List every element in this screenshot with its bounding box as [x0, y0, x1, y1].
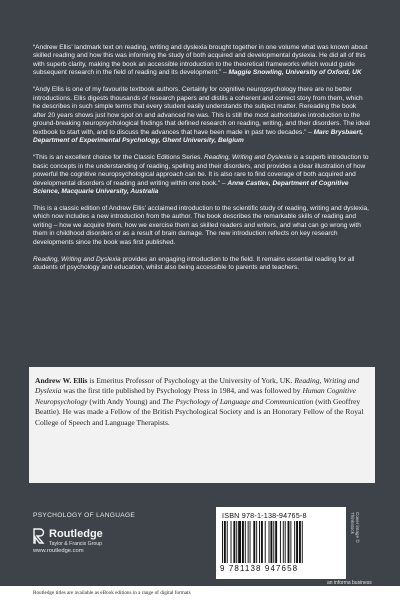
barcode-bar: [248, 521, 249, 563]
summary-book-title: Reading, Writing and Dyslexia: [33, 255, 121, 263]
quote-text: “This is an excellent choice for the Classic Editions Series.: [33, 154, 205, 162]
barcode-bar: [259, 521, 260, 563]
barcode-bar: [261, 521, 263, 563]
barcode-bar: [222, 521, 223, 563]
book-description: This is a classic edition of Andrew Ellis’ acclaimed introduction to the scientific study of reading, writing and dyslexia, which now includes a new introduction from the author. The book describes the remarkable skills of reading and writing – how we acquire them, how we exercise them as skilled readers and writers, and what can go wrong with them in childhood disorders or as a result of brain damage. The new introduction reflects on key research developments since the book was first published.: [33, 205, 369, 246]
bio-book-title: The Psychology of Language and Communication: [162, 396, 314, 406]
summary-text: provides an engaging introduction to the field. It remains essential reading for all students of psychology and education, whilst also being accessible to parents and teachers.: [33, 255, 355, 272]
author-name: Andrew W. Ellis: [35, 376, 88, 385]
quote-text: is a superb introduction to basic concepts in the understanding of reading, spelling and their disorders, and provides a clear illustration of how powerful the cognitive neuropsychological approach can be. It is also rare to find coverage of both acquired and developmental disorders of reading and writing within one book.” –: [33, 154, 369, 187]
quote-text: “Andy Ellis is one of my favourite textbook authors. Certainly for cognitive neuropsychology there are no better introductions. Ellis digests thousands of research papers and distils a coherent and correct story from them, which he describes in such simple terms that every student easily understands the subject matter. Rereading the book after 20 years shows just how spot on and advanced he was. This is still the most authoritative introduction to the ground-breaking neuropsychological findings that defined research on reading, writing, and their disorders. The ideal textbook to start with, and to discuss the advances that have been made in past two decades.” –: [33, 86, 370, 136]
informa-business: an informa business: [327, 580, 372, 586]
author-bio: [29, 367, 375, 483]
series-label: PSYCHOLOGY OF LANGUAGE: [33, 512, 136, 519]
barcode-bar: [269, 521, 270, 563]
barcode-bar: [250, 521, 251, 563]
barcode-bar: [299, 521, 301, 563]
barcode-bar: [265, 521, 266, 563]
barcode-icon: [222, 521, 340, 563]
barcode-bar: [302, 521, 303, 563]
bio-text: (with Geoffrey Beattie). He was made a Fellow of the British Psychological Society and is an Honorary Fellow of the Royal College of Speech and Language Therapists.: [35, 396, 364, 427]
barcode-bar: [283, 521, 284, 563]
quote-attribution: Maggie Snowling, University of Oxford, UK: [228, 69, 362, 77]
quote-book-title: Reading, Writing and Dyslexia: [204, 154, 292, 162]
barcode-bar: [294, 521, 295, 563]
quote-snowling: [33, 44, 371, 78]
barcode-bar: [242, 521, 244, 563]
barcode-bar: [290, 521, 291, 563]
publisher-url[interactable]: www.routledge.com: [33, 548, 84, 554]
quote-text: “Andrew Ellis’ landmark text on reading, writing and dyslexia brought together in one volume what was known about skilled reading and how this was informing the study of both acquired and developmental dyslexia. He did all of this with superb clarity, making the book an accessible introduction to the theoretical frameworks which would guide subsequent research in the field of reading and its development.” –: [33, 44, 368, 77]
publisher-logo: [33, 528, 153, 564]
barcode-box: [216, 507, 346, 579]
barcode-bar: [224, 521, 226, 563]
barcode-bar: [256, 521, 257, 563]
cover-credit: Cover image © Thinkstock: [350, 512, 360, 543]
barcode-bar: [245, 521, 246, 563]
routledge-r-icon: [33, 528, 45, 544]
quote-attribution: Marc Brysbaert, Department of Experimental Psychology, Ghent University, Belgium: [33, 128, 364, 145]
barcode-bar: [280, 521, 281, 563]
publisher-name: Routledge: [49, 528, 103, 540]
ebook-footer: Routledge titles are available as eBook editions in a range of digital formats: [0, 586, 400, 600]
barcode-bar: [227, 521, 228, 563]
barcode-bar: [233, 521, 235, 563]
quote-brysbaert: [33, 86, 371, 145]
barcode-bar: [296, 521, 298, 563]
bio-book-title: Reading, Writing and Dyslexia: [35, 376, 360, 396]
barcode-bar: [238, 521, 241, 563]
barcode-bar: [270, 521, 272, 563]
barcode-digits: 9 781138 947658: [220, 564, 299, 573]
bio-book-title: Human Cognitive Neuropsychology: [35, 386, 356, 406]
bio-text: was the first title published by Psychology Press in 1984, and was followed by: [61, 386, 303, 396]
barcode-bar: [231, 521, 232, 563]
barcode-bar: [253, 521, 255, 563]
barcode-bar: [285, 521, 286, 563]
quote-castles: [33, 154, 371, 196]
isbn-label: ISBN 978-1-138-94765-8: [222, 511, 307, 520]
book-summary: [33, 256, 371, 273]
barcode-bar: [273, 521, 274, 563]
barcode-bar: [288, 521, 290, 563]
barcode-bar: [236, 521, 237, 563]
publisher-group: Taylor & Francis Group: [49, 541, 103, 547]
quotes-section: [33, 44, 371, 281]
barcode-bar: [275, 521, 277, 563]
bio-text: is Emeritus Professor of Psychology at the University of York, UK.: [87, 376, 295, 385]
quote-attribution: Anne Castles, Department of Cognitive Science, Macquarie University, Australia: [33, 179, 349, 195]
bio-text: (with Andy Young) and: [87, 396, 163, 406]
